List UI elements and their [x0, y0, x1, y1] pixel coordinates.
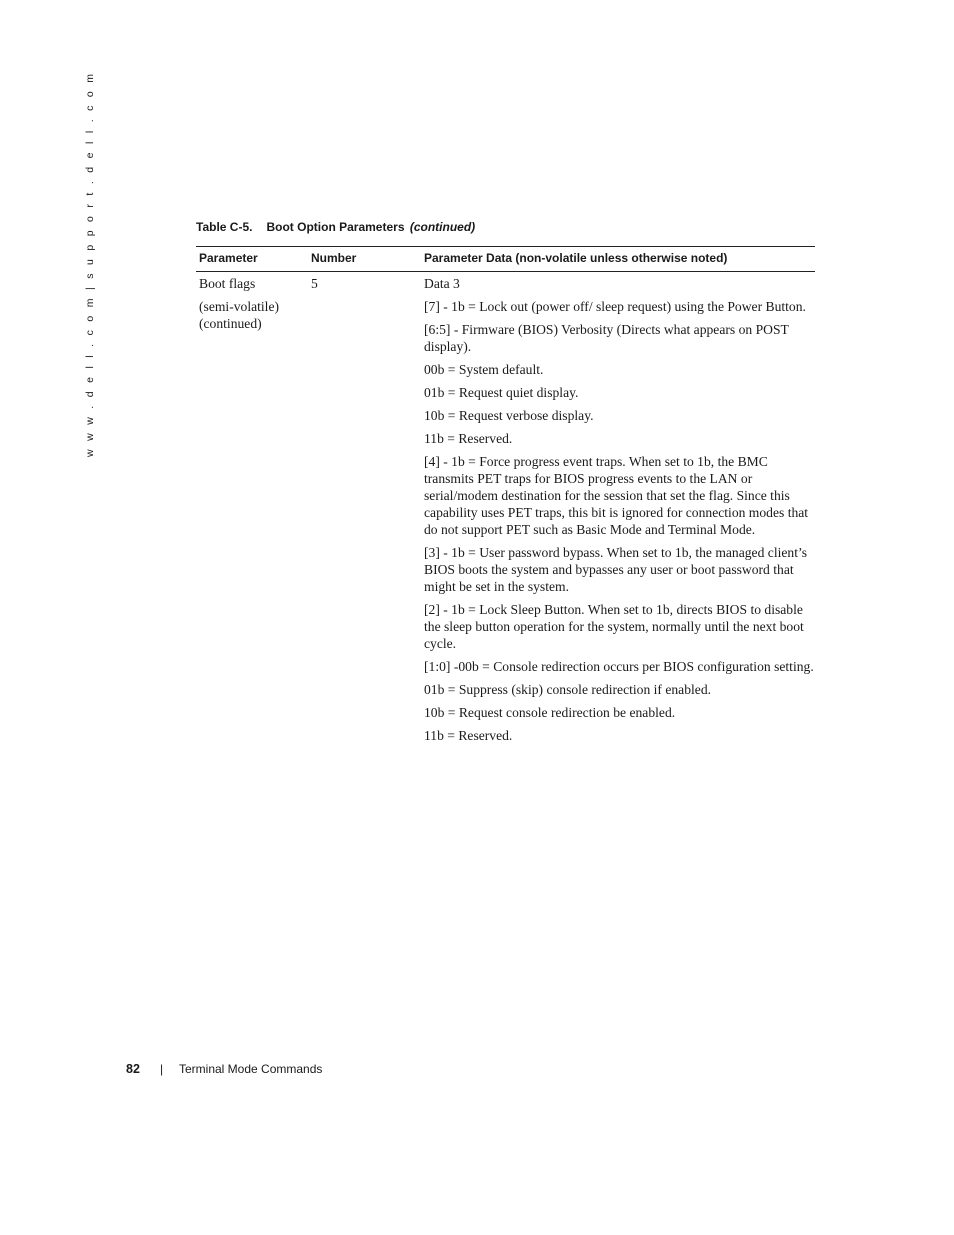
cell-parameter [199, 275, 304, 338]
data-line: [1:0] -00b = Console redirection occurs per BIOS configuration setting. [424, 659, 814, 674]
table-label: Table C-5. [196, 220, 253, 234]
data-line: [7] - 1b = Lock out (power off/ sleep request) using the Power Button. [424, 299, 806, 314]
parameter-name: Boot flags [199, 276, 256, 291]
table-header-rule [196, 271, 815, 272]
table-top-rule [196, 246, 815, 247]
data-line: [6:5] - Firmware (BIOS) Verbosity (Directs what appears on POST display). [424, 322, 789, 354]
header-number: Number [311, 251, 357, 265]
data-line: 10b = Request verbose display. [424, 408, 594, 423]
header-parameter-data: Parameter Data (non-volatile unless otherwise noted) [424, 251, 728, 265]
parameter-note: (semi-volatile) (continued) [199, 299, 280, 331]
data-line: 11b = Reserved. [424, 431, 513, 446]
header-parameter: Parameter [199, 251, 258, 265]
cell-parameter-data [424, 275, 816, 750]
data-line: 11b = Reserved. [424, 728, 513, 743]
table-continued: (continued) [409, 220, 476, 234]
footer-section-title: Terminal Mode Commands [179, 1062, 323, 1076]
table-caption [196, 220, 475, 234]
data-line: [3] - 1b = User password bypass. When set to 1b, the managed client’s BIOS boots the system and bypasses any user or boot password that might be set in the system. [424, 545, 808, 594]
data-line: 10b = Request console redirection be enabled. [424, 705, 676, 720]
sidebar-url: w w w . d e l l . c o m | s u p p o r t . d e l l . c o m [84, 71, 96, 457]
data-line: 01b = Suppress (skip) console redirection if enabled. [424, 682, 712, 697]
data-line: [4] - 1b = Force progress event traps. When set to 1b, the BMC transmits PET traps for BIOS progress events to the LAN or serial/modem destination for the session that set the flag. Since this capability uses PET traps, this bit is ignored for connection modes that do not support PET such as Basic Mode and Terminal Mode. [424, 454, 809, 537]
data-line: 00b = System default. [424, 362, 544, 377]
footer-separator: | [160, 1062, 164, 1076]
cell-number: 5 [311, 276, 318, 291]
data-line: 01b = Request quiet display. [424, 385, 579, 400]
data-line: [2] - 1b = Lock Sleep Button. When set to 1b, directs BIOS to disable the sleep button operation for the system, normally until the next boot cycle. [424, 602, 804, 651]
table-title: Boot Option Parameters [266, 220, 405, 234]
data-line: Data 3 [424, 276, 460, 291]
page-number: 82 [126, 1062, 140, 1076]
